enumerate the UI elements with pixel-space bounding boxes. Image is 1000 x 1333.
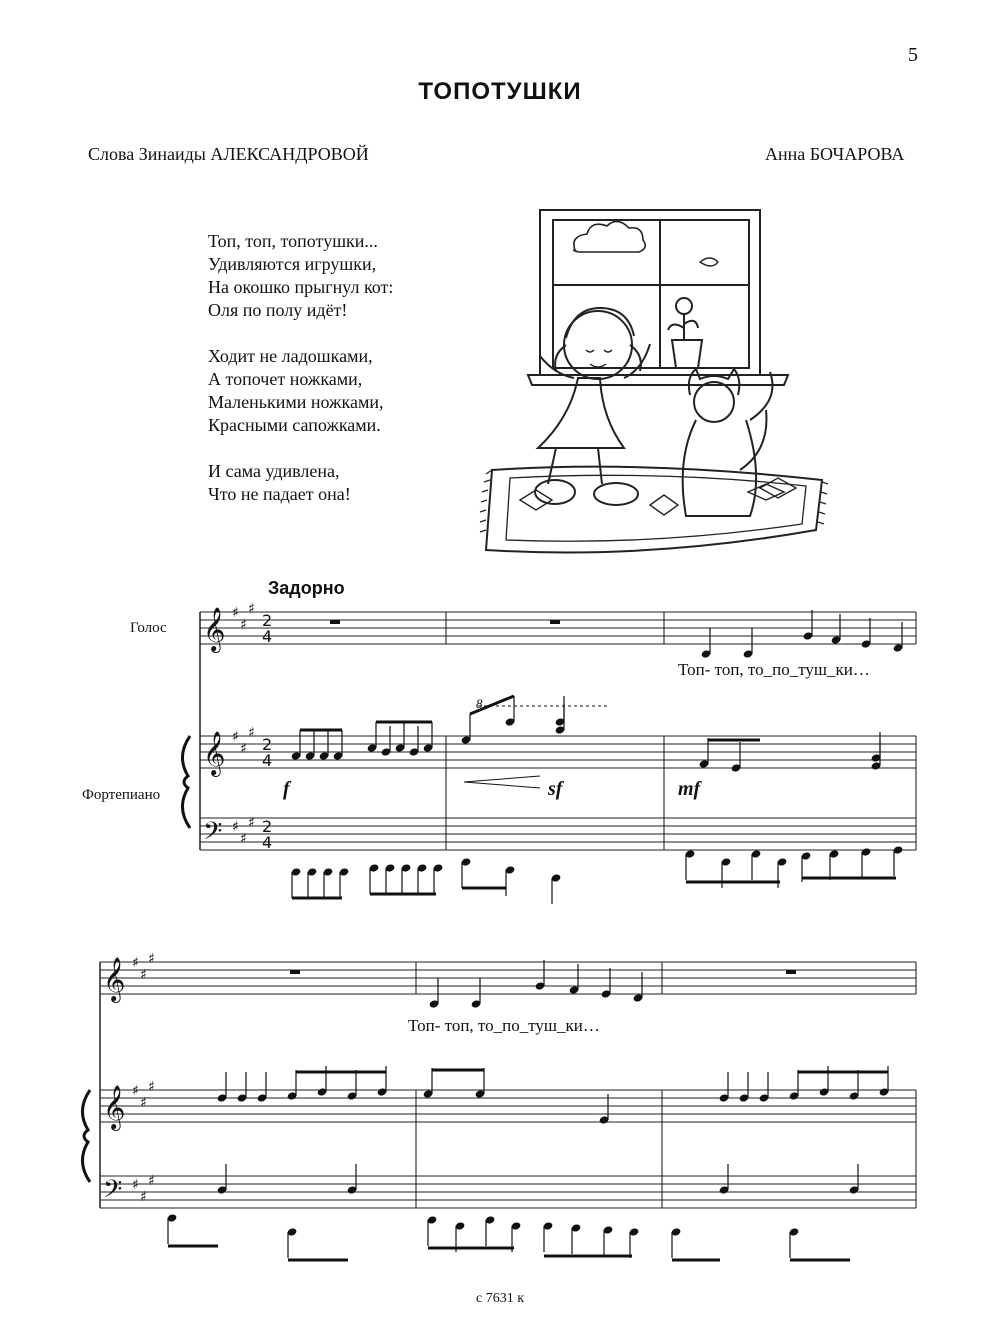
treble-clef-icon: 𝄞 [203,731,226,775]
key-sharp: ♯ [240,617,247,633]
key-sharp: ♯ [132,955,139,971]
key-sharp: ♯ [232,819,239,835]
rest [550,620,560,624]
poem-line: Маленькими ножками, [208,392,384,412]
page-title: ТОПОТУШКИ [418,78,582,105]
key-sharp: ♯ [248,815,255,831]
rest [330,620,340,624]
poem-line: А топочет ножками, [208,369,363,389]
piano-brace [182,736,190,828]
bass-clef-icon: 𝄢 [103,1175,123,1210]
key-sharp: ♯ [248,601,255,617]
piano-brace [82,1090,90,1182]
time-signature: 4 [262,751,273,770]
key-sharp: ♯ [148,951,155,967]
page-number: 5 [908,44,918,66]
dynamic-sforzando: sf [548,778,563,800]
composer-credit: Анна БОЧАРОВА [765,144,905,164]
treble-clef-icon: 𝄞 [103,957,126,1001]
poem-line: Топ, топ, топотушки... [208,231,378,251]
dynamic-mezzoforte: mf [678,778,701,800]
dynamic-forte: f [283,778,290,800]
key-sharp: ♯ [140,1095,147,1111]
bass-clef-icon: 𝄢 [203,817,223,852]
crescendo-hairpin [464,776,540,788]
rest [786,970,796,974]
time-signature: 4 [262,627,273,646]
voice-label: Голос [130,620,167,636]
lyricist-credit: Слова Зинаиды АЛЕКСАНДРОВОЙ [88,144,369,164]
key-sharp: ♯ [148,1173,155,1189]
key-sharp: ♯ [132,1083,139,1099]
key-sharp: ♯ [132,1177,139,1193]
poem-line: Оля по полу идёт! [208,300,348,320]
catalog-number: с 7631 к [475,1291,524,1306]
time-signature: 2 [262,735,273,754]
key-sharp: ♯ [140,967,147,983]
time-signature: 2 [262,817,273,836]
time-signature: 4 [262,833,273,852]
ottava-mark: 8 [476,696,483,711]
key-sharp: ♯ [248,725,255,741]
poem-line: На окошко прыгнул кот: [208,277,394,297]
rest [290,970,300,974]
key-sharp: ♯ [240,831,247,847]
poem-line: Ходит не ладошками, [208,346,373,366]
poem-line: Красными сапожками. [208,415,381,435]
piano-label: Фортепиано [82,787,161,803]
key-sharp: ♯ [240,741,247,757]
beam [470,696,514,714]
poem-line: Удивляются игрушки, [208,254,377,274]
poem-line: И сама удивлена, [208,461,340,481]
key-sharp: ♯ [232,729,239,745]
lyrics-line-1: Топ- топ, то_по_туш_ки… [678,660,870,679]
key-sharp: ♯ [232,605,239,621]
treble-clef-icon: 𝄞 [103,1085,126,1129]
time-signature: 2 [262,611,273,630]
key-sharp: ♯ [140,1189,147,1205]
tempo-marking: Задорно [268,578,345,598]
poem-line: Что не падает она! [208,484,351,504]
lyrics-line-2: Топ- топ, то_по_туш_ки… [408,1016,600,1035]
key-sharp: ♯ [148,1079,155,1095]
treble-clef-icon: 𝄞 [203,607,226,651]
